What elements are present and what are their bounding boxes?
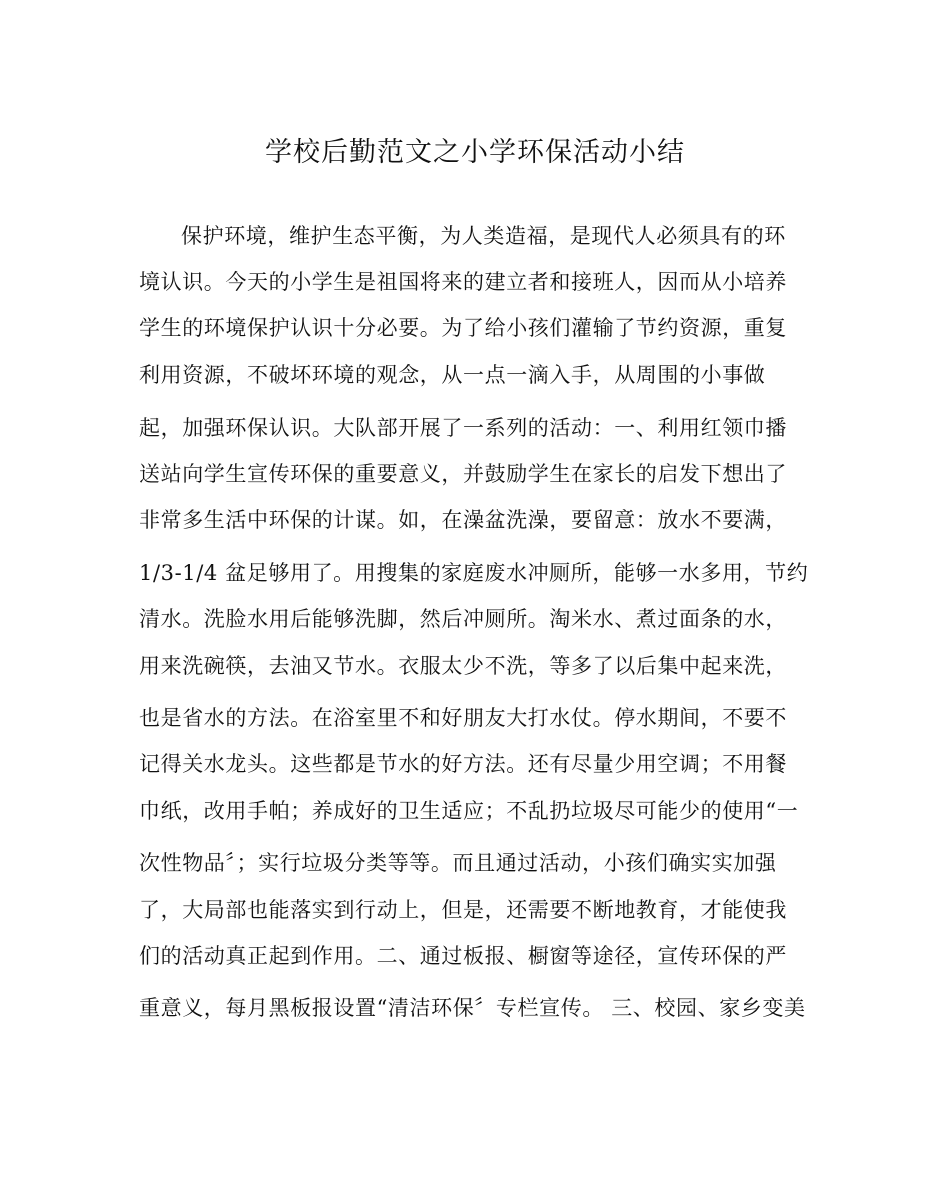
paragraph-line: 保护环境，维护生态平衡，为人类造福，是现代人必须具有的环 xyxy=(181,224,786,248)
paragraph-line: 学生的环境保护认识十分必要。为了给小孩们灌输了节约资源，重复 xyxy=(139,316,787,340)
paragraph-line: 用来洗碗筷，去油又节水。衣服太少不洗，等多了以后集中起来洗， xyxy=(139,654,787,678)
paragraph-line: 境认识。今天的小学生是祖国将来的建立者和接班人，因而从小培养 xyxy=(139,270,787,294)
paragraph-line: 非常多生活中环保的计谋。如，在澡盆洗澡，要留意：放水不要满， xyxy=(139,508,787,532)
paragraph-line: 重意义，每月黑板报设置“清洁环保〞专栏宣传。 三、校园、家乡变美 xyxy=(139,996,806,1020)
paragraph-line: 也是省水的方法。在浴室里不和好朋友大打水仗。停水期间，不要不 xyxy=(139,706,787,730)
paragraph-line: 送站向学生宣传环保的重要意义，并鼓励学生在家长的启发下想出了 xyxy=(139,462,787,486)
paragraph-line: 记得关水龙头。这些都是节水的好方法。还有尽量少用空调；不用餐 xyxy=(139,752,787,776)
paragraph-line: 了，大局部也能落实到行动上，但是，还需要不断地教育，才能使我 xyxy=(139,898,787,922)
paragraph-line: 利用资源，不破坏环境的观念，从一点一滴入手，从周围的小事做 xyxy=(139,363,766,387)
paragraph-line: 1/3-1/4 盆足够用了。用搜集的家庭废水冲厕所，能够一水多用，节约 xyxy=(139,561,809,585)
paragraph-line: 们的活动真正起到作用。二、通过板报、橱窗等途径，宣传环保的严 xyxy=(139,944,787,968)
document-title: 学校后勤范文之小学环保活动小结 xyxy=(265,137,685,168)
paragraph-line: 起，加强环保认识。大队部开展了一系列的活动：一、利用红领巾播 xyxy=(139,416,787,440)
paragraph-line: 巾纸，改用手帕；养成好的卫生适应；不乱扔垃圾尽可能少的使用“一 xyxy=(139,799,799,823)
paragraph-line: 清水。洗脸水用后能够洗脚，然后冲厕所。淘米水、煮过面条的水， xyxy=(139,607,787,631)
paragraph-line: 次性物品〞；实行垃圾分类等等。而且通过活动，小孩们确实实加强 xyxy=(139,851,777,875)
